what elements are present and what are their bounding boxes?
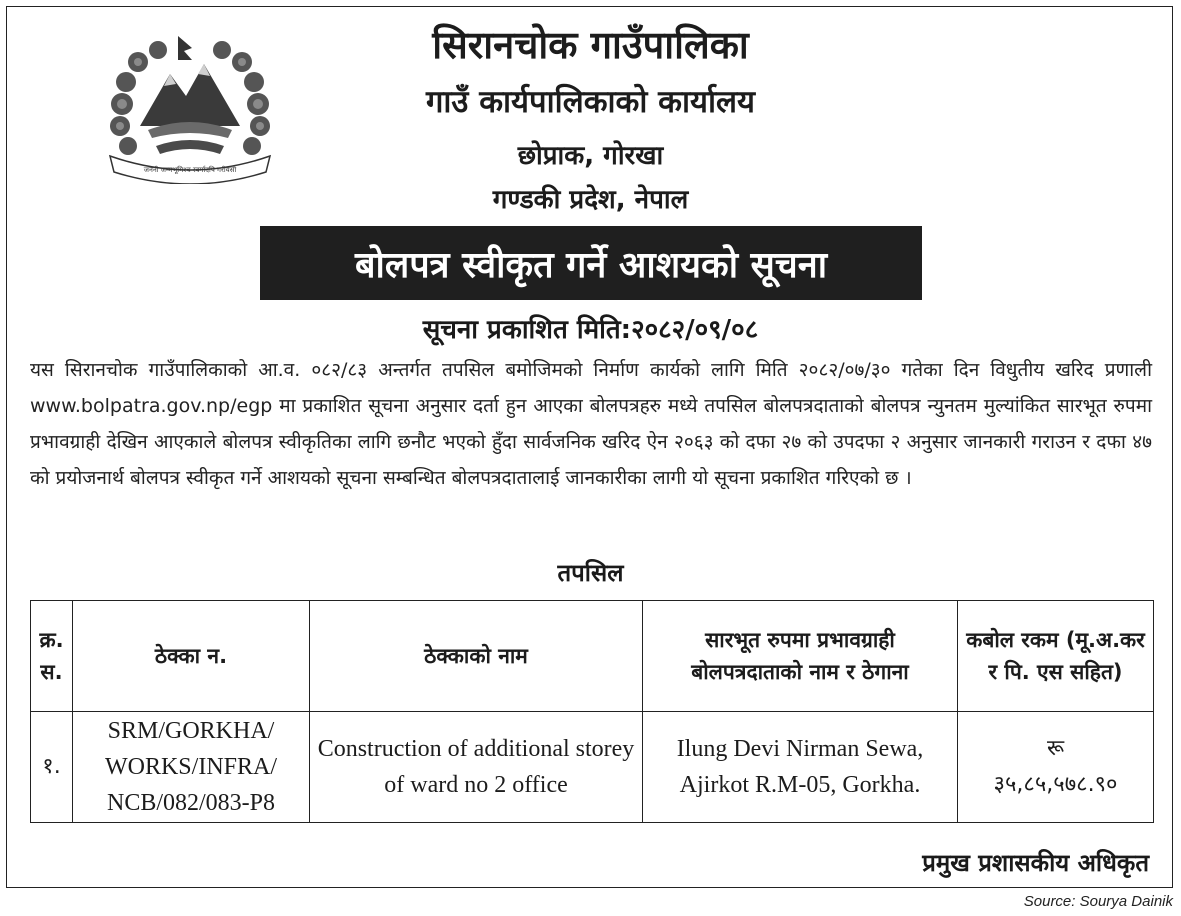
notice-paragraph: यस सिरानचोक गाउँपालिकाको आ.व. ०८२/८३ अन्तर्गत तपसिल बमोजिमको निर्माण कार्यको लागि मिति २०८२/०७/३० गतेका दिन विधुतीय खरिद प्रणाली www.bolpatra.gov.np/egp मा प्रकाशित सूचना अनुसार दर्ता हुन आएका बोलपत्रहरु मध्ये तपसिल बोलपत्रदाताको बोलपत्र न्युनतम मुल्यांकित सारभूत रुपमा प्रभावग्राही देखिन आएकाले बोलपत्र स्वीकृतिका लागि छनौट भएको हुँदा सार्वजनिक खरिद ऐन २०६३ को दफा २७ को उपदफा २ अनुसार जानकारी गराउन र दफा ४७ को प्रयोजनार्थ बोलपत्र स्वीकृत गर्ने आशयको सूचना सम्बन्धित बोलपत्रदातालाई जानकारीका लागी यो सूचना प्रकाशित गरिएको छ ।	[30, 359, 1152, 489]
schedule-heading: तपसिल	[557, 559, 624, 587]
column-header-amount: कबोल रकम (मू.अ.कर र पि. एस सहित)	[958, 601, 1154, 712]
schedule-table	[30, 600, 1154, 823]
column-header-bidder: सारभूत रुपमा प्रभावग्राही बोलपत्रदाताको नाम र ठेगाना	[643, 601, 958, 712]
office-location: छोप्राक, गोरखा	[517, 141, 664, 171]
column-header-contract-no: ठेक्का न.	[73, 601, 310, 712]
table-header-row	[31, 601, 1154, 712]
cell-contract-no: SRM/GORKHA/ WORKS/INFRA/ NCB/082/083-P8	[73, 712, 310, 823]
signatory-title: प्रमुख प्रशासकीय अधिकृत	[922, 849, 1149, 877]
column-header-sn: क्र. स.	[31, 601, 73, 712]
published-date: सूचना प्रकाशित मिति:२०८२/०९/०८	[422, 315, 759, 345]
column-header-contract-name: ठेक्काको नाम	[310, 601, 643, 712]
cell-amount	[958, 712, 1154, 823]
cell-sn: १.	[31, 712, 73, 823]
table-row	[31, 712, 1154, 823]
cell-contract-name: Construction of additional storey of ward no 2 office	[310, 712, 643, 823]
notice-title: बोलपत्र स्वीकृत गर्ने आशयको सूचना	[260, 226, 922, 300]
office-province: गण्डकी प्रदेश, नेपाल	[492, 185, 689, 215]
office-name: गाउँ कार्यपालिकाको कार्यालय	[425, 84, 756, 120]
source-credit: Source: Sourya Dainik	[1023, 893, 1173, 910]
cell-bidder: Ilung Devi Nirman Sewa, Ajirkot R.M-05, Gorkha.	[643, 712, 958, 823]
currency-label: रू	[1046, 736, 1065, 761]
municipality-name: सिरानचोक गाउँपालिका	[432, 23, 749, 67]
amount-value: ३५,८५,५७८.९०	[993, 772, 1118, 797]
emblem-motto: जननी जन्मभूमिश्च स्वर्गादपि गरीयसी	[143, 166, 237, 174]
